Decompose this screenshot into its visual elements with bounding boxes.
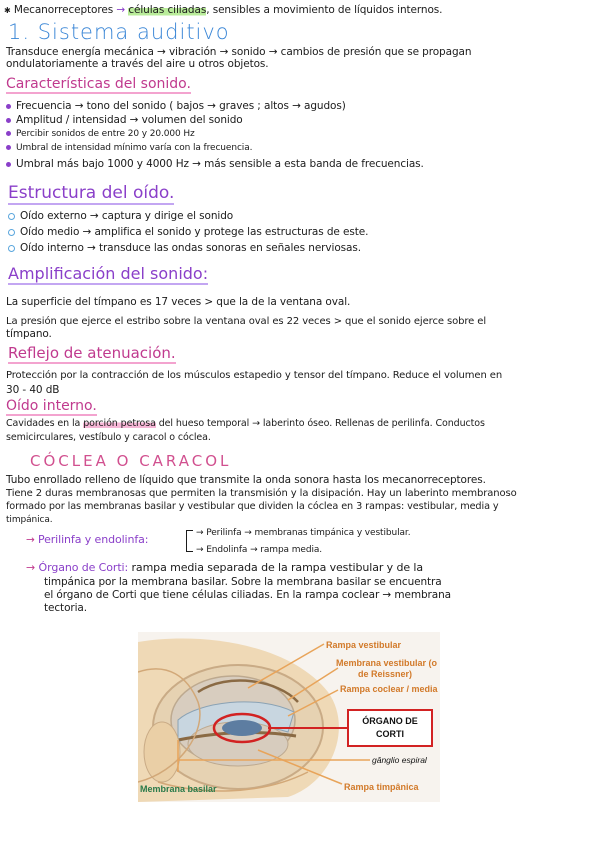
coclea-line: Tiene 2 duras membranosas que permiten la transmisión y la disipación. Hay un laberinto membranoso [6,488,517,499]
amplificacion-heading: Amplificación del sonido: [8,264,209,283]
perilinfa-block: → Perilinfa y endolinfa: [26,533,149,546]
coclea-line: formado por las membranas basilar y vestibular que dividen la cóclea en 3 rampas: vestibular, media y [6,501,499,512]
intro-prefix: Mecanorreceptores [13,4,114,16]
coclea-line: Tubo enrollado relleno de líquido que transmite la onda sonora hasta los mecanorreceptores. [6,474,486,486]
ganglion-shape [144,722,180,782]
page-title: 1. Sistema auditivo [8,20,230,44]
amplificacion-line: La presión que ejerce el estribo sobre la ventana oval es 22 veces > que el sonido ejerce sobre el [6,316,487,327]
coclea-line: timpánica. [6,515,53,525]
intro-rest: , sensibles a movimiento de líquidos internos. [206,4,443,16]
cochlea-diagram [138,632,440,802]
porcion-petrosa-highlight: porción petrosa [83,418,156,429]
corti-line: timpánica por la membrana basilar. Sobre la membrana basilar se encuentra [44,576,442,588]
intro-line: ✱ Mecanorreceptores → células ciliadas, sensibles a movimiento de líquidos internos. [4,4,443,16]
list-item: Umbral más bajo 1000 y 4000 Hz → más sensible a esta banda de frecuencias. [6,158,424,170]
list-item: Amplitud / intensidad → volumen del sonido [6,114,243,126]
coclea-heading: CÓCLEA O CARACOL [30,452,232,470]
label-membrana-basilar: Membrana basilar [140,784,217,794]
amplificacion-line: tímpano. [6,328,52,340]
corti-line: el órgano de Corti que tiene células ciliadas. En la rampa coclear → membrana [44,589,451,601]
label-membrana-vestibular: Membrana vestibular (o [336,658,438,668]
intro-text-2: ondulatoriamente a través del aire u otros objetos. [6,58,269,70]
organ-of-corti-shape [222,720,262,736]
perilinfa-item: → Endolinfa → rampa media. [196,545,323,555]
oido-interno-line: semicirculares, vestíbulo y caracol o cóclea. [6,432,211,443]
estructura-heading: Estructura del oído. [8,183,175,203]
amplificacion-line: La superficie del tímpano es 17 veces > que la de la ventana oval. [6,296,351,308]
corti-line: → Órgano de Corti: rampa media separada de la rampa vestibular y de la [26,561,424,574]
caracteristicas-heading: Características del sonido. [6,76,191,92]
label-organo-corti-2: CORTI [376,729,404,739]
perilinfa-item: → Perilinfa → membranas timpánica y vestibular. [196,528,411,538]
intro-highlight: células ciliadas [128,4,207,16]
label-rampa-timpanica: Rampa timpânica [344,782,419,792]
list-item: Oído medio → amplifica el sonido y protege las estructuras de este. [8,226,368,238]
list-item: Oído interno → transduce las ondas sonoras en señales nerviosas. [8,242,361,254]
reflejo-line: 30 - 40 dB [6,384,60,396]
list-item: Umbral de intensidad mínimo varía con la frecuencia. [6,142,252,154]
list-item: Percibir sonidos de entre 20 y 20.000 Hz [6,128,195,140]
reflejo-heading: Reflejo de atenuación. [8,344,176,362]
list-item: Oído externo → captura y dirige el sonido [8,210,233,222]
label-rampa-coclear: Rampa coclear / media [340,684,438,694]
label-ganglio: gânglio espiral [372,755,427,765]
intro-text-1: Transduce energía mecánica → vibración → sonido → cambios de presión que se propagan [6,46,472,58]
corti-line: tectoria. [44,602,87,614]
label-rampa-vestibular: Rampa vestibular [326,640,402,650]
reflejo-line: Protección por la contracción de los músculos estapedio y tensor del tímpano. Reduce el volumen en [6,370,503,381]
oido-interno-heading: Oído interno. [6,398,97,414]
label-membrana-vestibular-2: de Reissner) [358,669,413,679]
list-item: Frecuencia → tono del sonido ( bajos → graves ; altos → agudos) [6,100,346,112]
label-organo-corti: ÓRGANO DE [362,716,418,726]
bracket [186,530,193,552]
oido-interno-line: Cavidades en la porción petrosa del hueso temporal → laberinto óseo. Rellenas de perilinfa. Conductos [6,418,485,429]
